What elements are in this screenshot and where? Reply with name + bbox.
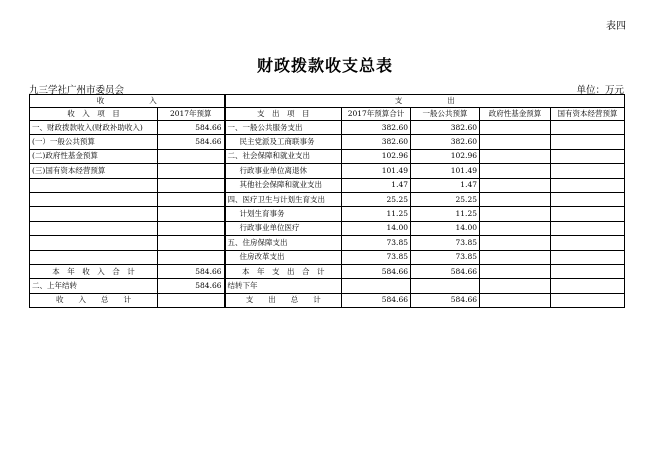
income-item [30, 250, 158, 264]
expense-item: 行政事业单位医疗 [225, 221, 342, 235]
income-item [30, 207, 158, 221]
income-value [158, 149, 225, 163]
expense-item: 二、社会保障和就业支出 [225, 149, 342, 163]
expense-state [551, 221, 625, 235]
income-value [158, 236, 225, 250]
expense-subtotal-label: 本 年 支 出 合 计 [225, 264, 342, 278]
income-item [30, 192, 158, 206]
expense-general: 25.25 [411, 192, 480, 206]
expense-subtotal-general: 584.66 [411, 264, 480, 278]
expense-total: 73.85 [342, 250, 411, 264]
carry-row [30, 279, 625, 293]
expense-fund [480, 236, 551, 250]
expense-grand-state [551, 293, 625, 307]
table-row [30, 149, 625, 163]
expense-state [551, 236, 625, 250]
income-grand-value [158, 293, 225, 307]
expense-general: 73.85 [411, 236, 480, 250]
table-row [30, 236, 625, 250]
income-item: (一）一般公共预算 [30, 135, 158, 149]
expense-fund [480, 121, 551, 135]
income-value [158, 164, 225, 178]
income-value: 584.66 [158, 135, 225, 149]
table-row [30, 178, 625, 192]
income-group-header: 收 入 [30, 95, 225, 108]
carry-out-general [411, 279, 480, 293]
carry-out-state [551, 279, 625, 293]
income-value: 584.66 [158, 121, 225, 135]
expense-fund [480, 135, 551, 149]
income-subtotal-label: 本 年 收 入 合 计 [30, 264, 158, 278]
expense-item: 行政事业单位离退休 [225, 164, 342, 178]
expense-fund [480, 192, 551, 206]
grand-total-row [30, 293, 625, 307]
expense-item: 五、住房保障支出 [225, 236, 342, 250]
table-number: 表四 [606, 21, 626, 32]
expense-state [551, 164, 625, 178]
expense-subtotal-fund [480, 264, 551, 278]
expense-fund [480, 164, 551, 178]
income-item: (二)政府性基金预算 [30, 149, 158, 163]
table-row [30, 164, 625, 178]
expense-total: 382.60 [342, 121, 411, 135]
table-row [30, 221, 625, 235]
expense-state [551, 250, 625, 264]
expense-general: 73.85 [411, 250, 480, 264]
expense-subtotal-total: 584.66 [342, 264, 411, 278]
expense-total: 1.47 [342, 178, 411, 192]
expense-general: 102.96 [411, 149, 480, 163]
expense-item: 民主党派及工商联事务 [225, 135, 342, 149]
income-grand-label: 收 入 总 计 [30, 293, 158, 307]
expense-state [551, 135, 625, 149]
column-header-row [30, 108, 625, 121]
expense-total: 25.25 [342, 192, 411, 206]
income-value [158, 250, 225, 264]
income-item: (三)国有资本经营预算 [30, 164, 158, 178]
expense-item: 其他社会保障和就业支出 [225, 178, 342, 192]
expense-state [551, 178, 625, 192]
subtotal-row [30, 264, 625, 278]
expense-group-header: 支 出 [225, 95, 625, 108]
carry-out-fund [480, 279, 551, 293]
expense-general: 101.49 [411, 164, 480, 178]
expense-state [551, 149, 625, 163]
expense-fund [480, 207, 551, 221]
expense-item-header: 支 出 项 目 [225, 108, 342, 121]
expense-state-header: 国有资本经营预算 [551, 108, 625, 121]
group-header-row [30, 95, 625, 108]
expense-grand-label: 支 出 总 计 [225, 293, 342, 307]
expense-fund [480, 221, 551, 235]
expense-state [551, 192, 625, 206]
expense-general: 382.60 [411, 135, 480, 149]
income-item [30, 236, 158, 250]
expense-item: 一、一般公共服务支出 [225, 121, 342, 135]
expense-general: 11.25 [411, 207, 480, 221]
expense-grand-fund [480, 293, 551, 307]
unit-label: 单位：万元 [576, 85, 624, 96]
expense-fund [480, 149, 551, 163]
budget-table [29, 94, 625, 308]
expense-total: 11.25 [342, 207, 411, 221]
expense-item: 住房改革支出 [225, 250, 342, 264]
expense-state [551, 207, 625, 221]
table-row [30, 121, 625, 135]
income-item-header: 收 入 项 目 [30, 108, 158, 121]
expense-subtotal-state [551, 264, 625, 278]
table-row [30, 207, 625, 221]
expense-total: 102.96 [342, 149, 411, 163]
expense-fund [480, 250, 551, 264]
carry-in-label: 二、上年结转 [30, 279, 158, 293]
carry-out-total [342, 279, 411, 293]
income-subtotal-value: 584.66 [158, 264, 225, 278]
expense-total-header: 2017年预算合计 [342, 108, 411, 121]
income-item [30, 178, 158, 192]
expense-general: 1.47 [411, 178, 480, 192]
expense-state [551, 121, 625, 135]
income-item [30, 221, 158, 235]
organization-label: 九三学社广州市委员会 [29, 85, 125, 96]
table-row [30, 192, 625, 206]
expense-fund [480, 178, 551, 192]
income-budget-header: 2017年预算 [158, 108, 225, 121]
income-value [158, 207, 225, 221]
expense-total: 101.49 [342, 164, 411, 178]
expense-item: 四、医疗卫生与计划生育支出 [225, 192, 342, 206]
expense-grand-general: 584.66 [411, 293, 480, 307]
expense-item: 计划生育事务 [225, 207, 342, 221]
expense-general: 14.00 [411, 221, 480, 235]
income-value [158, 178, 225, 192]
expense-grand-total: 584.66 [342, 293, 411, 307]
income-item: 一、财政拨款收入(财政补助收入) [30, 121, 158, 135]
expense-general-header: 一般公共预算 [411, 108, 480, 121]
expense-total: 14.00 [342, 221, 411, 235]
expense-fund-header: 政府性基金预算 [480, 108, 551, 121]
carry-out-label: 结转下年 [225, 279, 342, 293]
income-value [158, 221, 225, 235]
page-title: 财政拨款收支总表 [256, 56, 393, 75]
expense-total: 73.85 [342, 236, 411, 250]
carry-in-value: 584.66 [158, 279, 225, 293]
table-row [30, 135, 625, 149]
table-row [30, 250, 625, 264]
expense-total: 382.60 [342, 135, 411, 149]
expense-general: 382.60 [411, 121, 480, 135]
income-value [158, 192, 225, 206]
